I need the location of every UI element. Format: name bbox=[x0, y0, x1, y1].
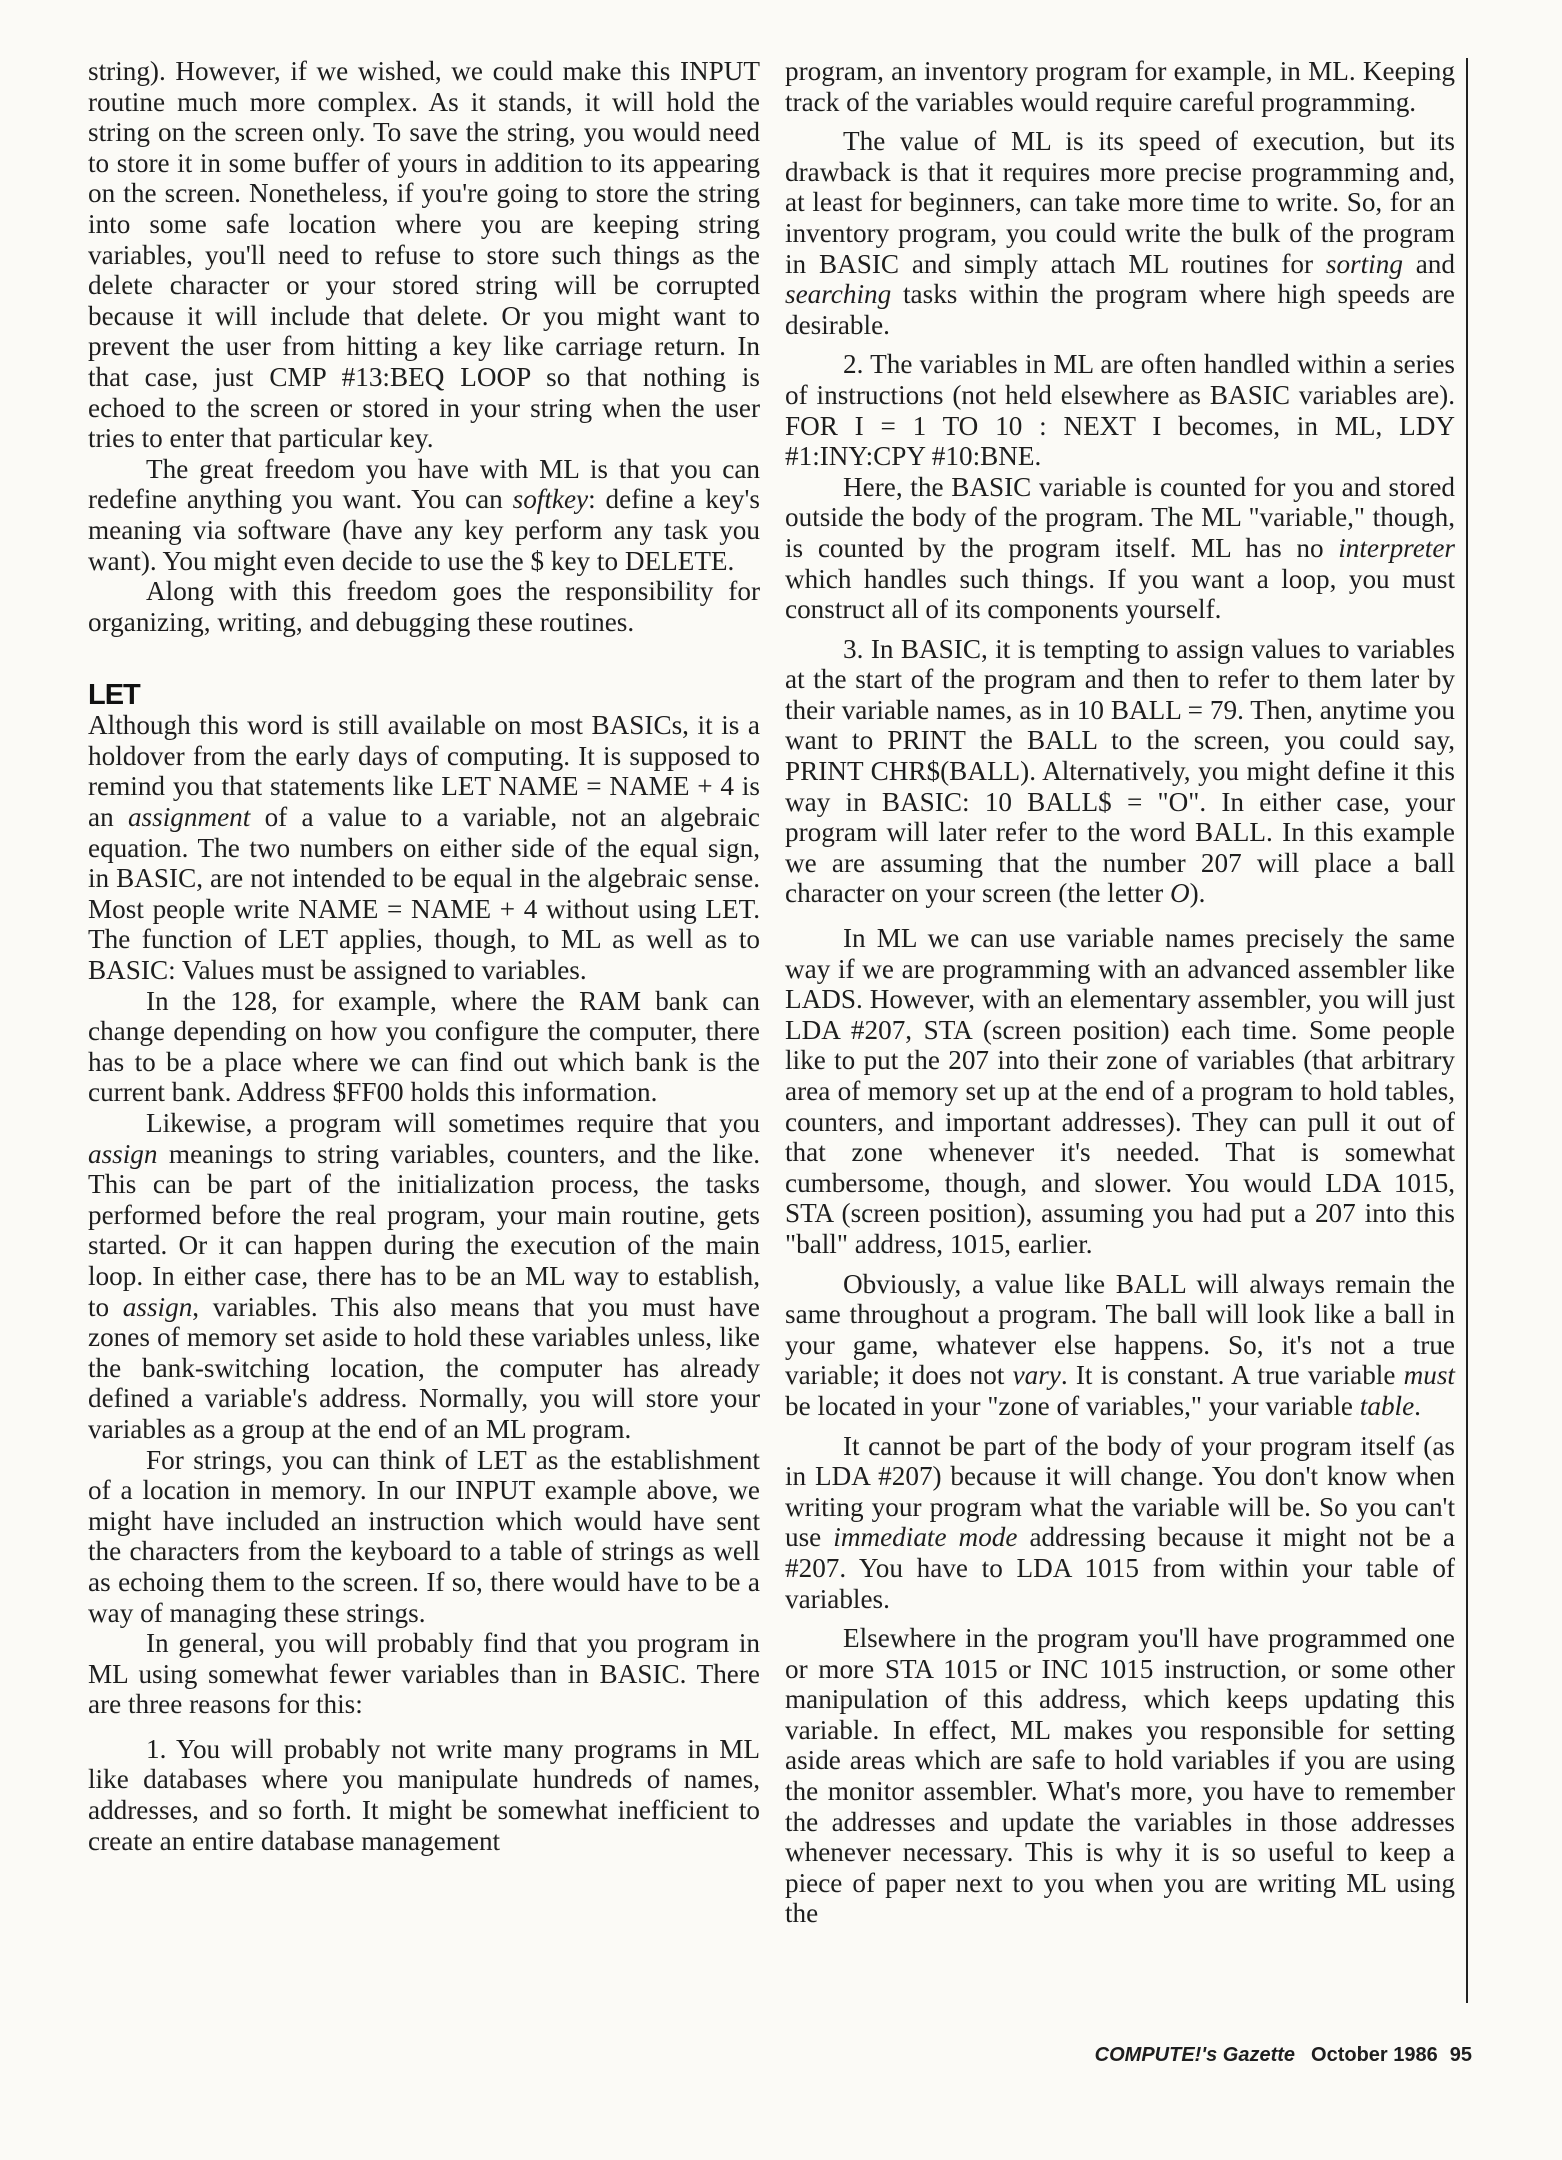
text: Likewise, a program will sometimes require that you bbox=[146, 1108, 760, 1138]
paragraph bbox=[785, 126, 1455, 340]
emphasis: O bbox=[1169, 878, 1190, 909]
column-rule bbox=[1466, 58, 1468, 2003]
section-heading: LET bbox=[88, 679, 140, 712]
paragraph bbox=[785, 634, 1455, 909]
page-number: 95 bbox=[1449, 2044, 1472, 2066]
text: 3. In BASIC, it is tempting to assign values to variables at the start of the program and then to refer to them later by their variable names, as in 10 BALL = 79. Then, anytime you want to PRINT the BALL to the screen, you could say, PRINT CHR$(BALL). Alternatively, you might define it this way in BASIC: 10 BALL$ = "O". In either case, your program will later refer to the word BALL. In this example we are assuming that the number 207 will place a ball character on your screen (the letter bbox=[785, 633, 1455, 909]
text: ). bbox=[1189, 878, 1206, 909]
text: program, an inventory program for example, in ML. Keeping track of the variables would require careful programming. bbox=[785, 56, 1455, 117]
text: . It is constant. A true variable bbox=[1060, 1360, 1404, 1391]
emphasis: interpreter bbox=[1338, 532, 1455, 563]
paragraph bbox=[88, 56, 760, 454]
emphasis: must bbox=[1403, 1360, 1455, 1391]
publication-name: COMPUTE!'s Gazette bbox=[1094, 2044, 1296, 2066]
issue-date: October 1986 bbox=[1311, 2044, 1438, 2066]
text: which handles such things. If you want a loop, you must construct all of its components yourself. bbox=[785, 563, 1455, 625]
paragraph bbox=[785, 923, 1455, 1260]
text: string). However, if we wished, we could make this INPUT routine much more complex. As it stands, it will hold the string on the screen only. To save the string, you would need to store it in some buffer of yours in addition to its appearing on the screen. Nonetheless, if you're going to store the string into some safe location where you are keeping string variables, you'll need to refuse to store such things as the delete character or your stored string will be corrupted because it will include that delete. Or you might want to prevent the user from hitting a key like carriage return. In that case, just CMP #13:BEQ LOOP so that nothing is echoed to the screen or stored in your string when the user tries to enter that particular key. bbox=[88, 56, 760, 454]
paragraph bbox=[88, 576, 760, 637]
text: meanings to string variables, counters, and the like. This can be part of the initialization process, the tasks performed before the real program, your main routine, gets started. Or it can happen during the execution of the main loop. In either case, there has to be an ML way to establish, to bbox=[88, 1138, 760, 1322]
text: and bbox=[1402, 248, 1455, 279]
text: Obviously, a value like BALL will always remain the same throughout a program. The ball will look like a ball in your game, whatever else happens. So, it's not a true variable; it does not bbox=[785, 1268, 1455, 1391]
emphasis: softkey bbox=[512, 484, 589, 515]
text: The great freedom you have with ML is that you can redefine anything you want. You can bbox=[88, 453, 760, 515]
emphasis: table bbox=[1359, 1390, 1415, 1421]
paragraph bbox=[785, 56, 1455, 117]
text: 2. The variables in ML are often handled within a series of instructions (not held elsewhere as BASIC variables are). FOR I = 1 TO 10 : NEXT I becomes, in ML, LDY #1:INY:CPY #10:BNE. bbox=[785, 349, 1455, 472]
emphasis: assign bbox=[122, 1291, 193, 1322]
text: For strings, you can think of LET as the establishment of a location in memory. In our INPUT example above, we might have included an instruction which would have sent the characters from the keyboard to a table of strings as well as echoing them to the screen. If so, there would have to be a way of managing these strings. bbox=[88, 1444, 760, 1628]
emphasis: searching bbox=[785, 279, 892, 310]
text: In ML we can use variable names precisely the same way if we are programming with an advanced assembler like LADS. However, with an elementary assembler, you will just LDA #207, STA (screen position) each time. Some people like to put the 207 into their zone of variables (that arbitrary area of memory set up at the end of a program to hold tables, counters, and important addresses). They can pull it out of that zone whenever it's needed. That is somewhat cumbersome, though, and slower. You would LDA 1015, STA (screen position), assuming you had put a 207 into this "ball" address, 1015, earlier. bbox=[785, 923, 1455, 1259]
paragraph bbox=[785, 349, 1455, 471]
right-column bbox=[785, 56, 1455, 1929]
left-column bbox=[88, 56, 760, 1856]
emphasis: assign bbox=[88, 1138, 158, 1169]
emphasis: immediate mode bbox=[833, 1522, 1018, 1553]
paragraph bbox=[88, 1734, 760, 1856]
text: The value of ML is its speed of execution, but its drawback is that it requires more precise programming and, at least for beginners, can take more time to write. So, for an inventory program, you could write the bulk of the program in BASIC and simply attach ML routines for bbox=[785, 126, 1455, 279]
paragraph bbox=[785, 1431, 1455, 1615]
paragraph bbox=[88, 710, 760, 985]
emphasis: assignment bbox=[127, 802, 251, 833]
paragraph bbox=[88, 1628, 760, 1720]
paragraph bbox=[785, 472, 1455, 625]
text: It cannot be part of the body of your program itself (as in LDA #207) because it will change. You don't know when writing your program what the variable will be. So you can't use bbox=[785, 1430, 1455, 1553]
text: : define a key's meaning via software (have any key perform any task you want). You might even decide to use the $ key to DELETE. bbox=[88, 484, 760, 576]
paragraph bbox=[88, 1108, 760, 1445]
paragraph bbox=[785, 1623, 1455, 1929]
text: 1. You will probably not write many programs in ML like databases where you manipulate hundreds of names, addresses, and so forth. It might be somewhat inefficient to create an entire database management bbox=[88, 1733, 760, 1856]
text: Although this word is still available on most BASICs, it is a holdover from the early days of computing. It is supposed to remind you that statements like LET NAME = NAME + 4 is an bbox=[88, 710, 760, 833]
text: be located in your "zone of variables," your variable bbox=[785, 1390, 1360, 1421]
text: tasks within the program where high speeds are desirable. bbox=[785, 279, 1455, 340]
paragraph bbox=[88, 986, 760, 1108]
text: . bbox=[1414, 1390, 1421, 1421]
text: addressing because it might not be a #207. You have to LDA 1015 from within your table of variables. bbox=[785, 1522, 1455, 1614]
emphasis: vary bbox=[1012, 1360, 1061, 1391]
text: Elsewhere in the program you'll have programmed one or more STA 1015 or INC 1015 instruction, or some other manipulation of this address, which keeps updating this variable. In effect, ML makes you responsible for setting aside areas which are safe to hold variables if you are using the monitor assembler. What's more, you have to remember the addresses and update the variables in those addresses whenever necessary. This is why it is so useful to keep a piece of paper next to you when you are writing ML using the bbox=[785, 1623, 1455, 1929]
emphasis: sorting bbox=[1325, 248, 1403, 279]
text: , variables. This also means that you must have zones of memory set aside to hold these variables unless, like the bank-switching location, the computer has already defined a variable's address. Normally, you will store your variables as a group at the end of an ML program. bbox=[88, 1291, 760, 1444]
text: Here, the BASIC variable is counted for you and stored outside the body of the program. The ML "variable," though, is counted by the program itself. ML has no bbox=[785, 471, 1455, 563]
text: In general, you will probably find that you program in ML using somewhat fewer variables than in BASIC. There are three reasons for this: bbox=[88, 1628, 760, 1720]
paragraph bbox=[785, 1269, 1455, 1422]
page-footer bbox=[1095, 2044, 1472, 2067]
paragraph bbox=[88, 1445, 760, 1629]
paragraph bbox=[88, 454, 760, 576]
text: In the 128, for example, where the RAM bank can change depending on how you configure the computer, there has to be a place where we can find out which bank is the current bank. Address $FF00 holds this information. bbox=[88, 985, 760, 1108]
text: of a value to a variable, not an algebraic equation. The two numbers on either side of the equal sign, in BASIC, are not intended to be equal in the algebraic sense. Most people write NAME = NAME + 4 without using LET. The function of LET applies, though, to ML as well as to BASIC: Values must be assigned to variables. bbox=[88, 802, 760, 986]
text: Along with this freedom goes the responsibility for organizing, writing, and debugging these routines. bbox=[88, 576, 760, 637]
